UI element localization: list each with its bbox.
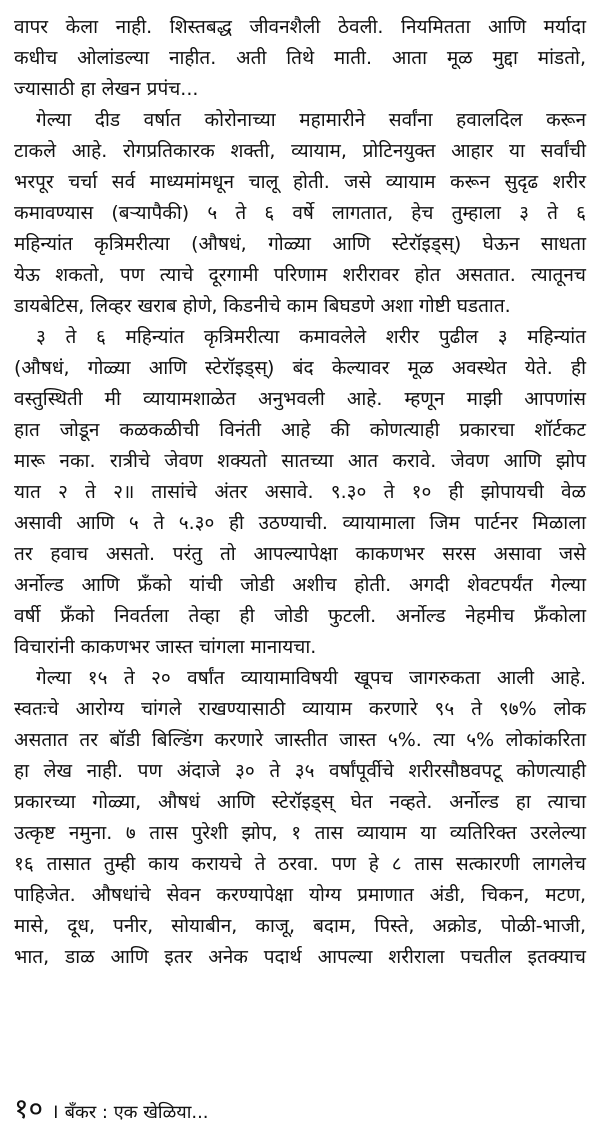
text-line: भात, डाळ आणि इतर अनेक पदार्थ आपल्या शरीराला पचतील इतक्याच	[14, 946, 586, 968]
text-line: भरपूर चर्चा सर्व माध्यमांमधून चालू होती. जसे व्यायाम करून सुदृढ शरीर	[14, 171, 586, 193]
text-line: कधीच ओलांडल्या नाहीत. अती तिथे माती. आता मूळ मुद्दा मांडतो,	[14, 47, 586, 69]
text-line: वस्तुस्थिती मी व्यायामशाळेत अनुभवली आहे. म्हणून माझी आपणांस	[14, 388, 586, 410]
paragraph-first-line: गेल्या दीड वर्षात कोरोनाच्या महामारीने सर्वांना हवालदिल करून	[36, 109, 586, 131]
text-line: मासे, दूध, पनीर, सोयाबीन, काजू, बदाम, पिस्ते, अक्रोड, पोळी-भाजी,	[14, 915, 586, 937]
text-line: प्रकारच्या गोळ्या, औषधं आणि स्टेरॉइड्स् घेत नव्हते. अर्नोल्ड हा त्याचा	[14, 791, 586, 813]
text-line: हात जोडून कळकळीची विनंती आहे की कोणत्याही प्रकारचा शॉर्टकट	[14, 419, 586, 441]
text-line: स्वतःचे आरोग्य चांगले राखण्यासाठी व्यायाम करणारे ९५ ते ९७% लोक	[14, 698, 586, 720]
text-line: डायबेटिस, लिव्हर खराब होणे, किडनीचे काम बिघडणे अशा गोष्टी घडतात.	[14, 295, 511, 317]
text-line: ज्यासाठी हा लेखन प्रपंच...	[14, 78, 199, 100]
text-line: असावी आणि ५ ते ५.३० ही उठण्याची. व्यायामाला जिम पार्टनर मिळाला	[14, 512, 586, 534]
text-line: मारू नका. रात्रीचे जेवण शक्यतो सातच्या आत करावे. जेवण आणि झोप	[14, 450, 586, 472]
text-line: उत्कृष्ट नमुना. ७ तास पुरेशी झोप, १ तास व्यायाम या व्यतिरिक्त उरलेल्या	[14, 822, 586, 844]
text-line: तर हवाच असतो. परंतु तो आपल्यापेक्षा काकणभर सरस असावा जसे	[14, 543, 586, 565]
page-footer	[14, 1089, 209, 1129]
book-title: बँकर : एक खेळिया...	[64, 1102, 209, 1123]
text-line: १६ तासात तुम्ही काय करायचे ते ठरवा. पण हे ८ तास सत्कारणी लागलेच	[14, 853, 586, 875]
text-line: यात २ ते २॥ तासांचे अंतर असावे. ९.३० ते १० ही झोपायची वेळ	[14, 481, 586, 503]
text-line: येऊ शकतो, पण त्याचे दूरगामी परिणाम शरीरावर होत असतात. त्यातूनच	[14, 264, 586, 286]
text-line: वापर केला नाही. शिस्तबद्ध जीवनशैली ठेवली. नियमितता आणि मर्यादा	[14, 16, 586, 38]
text-line: टाकले आहे. रोगप्रतिकारक शक्ती, व्यायाम, प्रोटिनयुक्त आहार या सर्वांची	[14, 140, 586, 162]
text-line: असतात तर बॉडी बिल्डिंग करणारे जास्तीत जास्त ५%. त्या ५% लोकांकरिता	[14, 729, 586, 751]
footer-separator: ।	[51, 1099, 59, 1123]
text-line: अर्नोल्ड आणि फ्रँको यांची जोडी अशीच होती. अगदी शेवटपर्यंत गेल्या	[14, 574, 586, 596]
text-line: महिन्यांत कृत्रिमरीत्या (औषधं, गोळ्या आणि स्टेरॉइड्स्) घेऊन साधता	[14, 233, 586, 255]
text-line: पाहिजेत. औषधांचे सेवन करण्यापेक्षा योग्य प्रमाणात अंडी, चिकन, मटण,	[14, 884, 586, 906]
text-line: विचारांनी काकणभर जास्त चांगला मानायचा.	[14, 636, 317, 658]
text-line: वर्षी फ्रँको निवर्तला तेव्हा ही जोडी फुटली. अर्नोल्ड नेहमीच फ्रँकोला	[14, 605, 586, 627]
text-line: कमावण्यास (बऱ्यापैकी) ५ ते ६ वर्षे लागतात, हेच तुम्हाला ३ ते ६	[14, 202, 586, 224]
paragraph-first-line: ३ ते ६ महिन्यांत कृत्रिमरीत्या कमावलेले शरीर पुढील ३ महिन्यांत	[36, 326, 586, 348]
text-line: (औषधं, गोळ्या आणि स्टेरॉइड्स्) बंद केल्यावर मूळ अवस्थेत येते. ही	[14, 357, 586, 379]
text-line: हा लेख नाही. पण अंदाजे ३० ते ३५ वर्षांपूर्वीचे शरीरसौष्ठवपटू कोणत्याही	[14, 760, 586, 782]
page-number: १०	[14, 1092, 44, 1125]
paragraph-first-line: गेल्या १५ ते २० वर्षांत व्यायामाविषयी खूपच जागरुकता आली आहे.	[36, 667, 586, 689]
